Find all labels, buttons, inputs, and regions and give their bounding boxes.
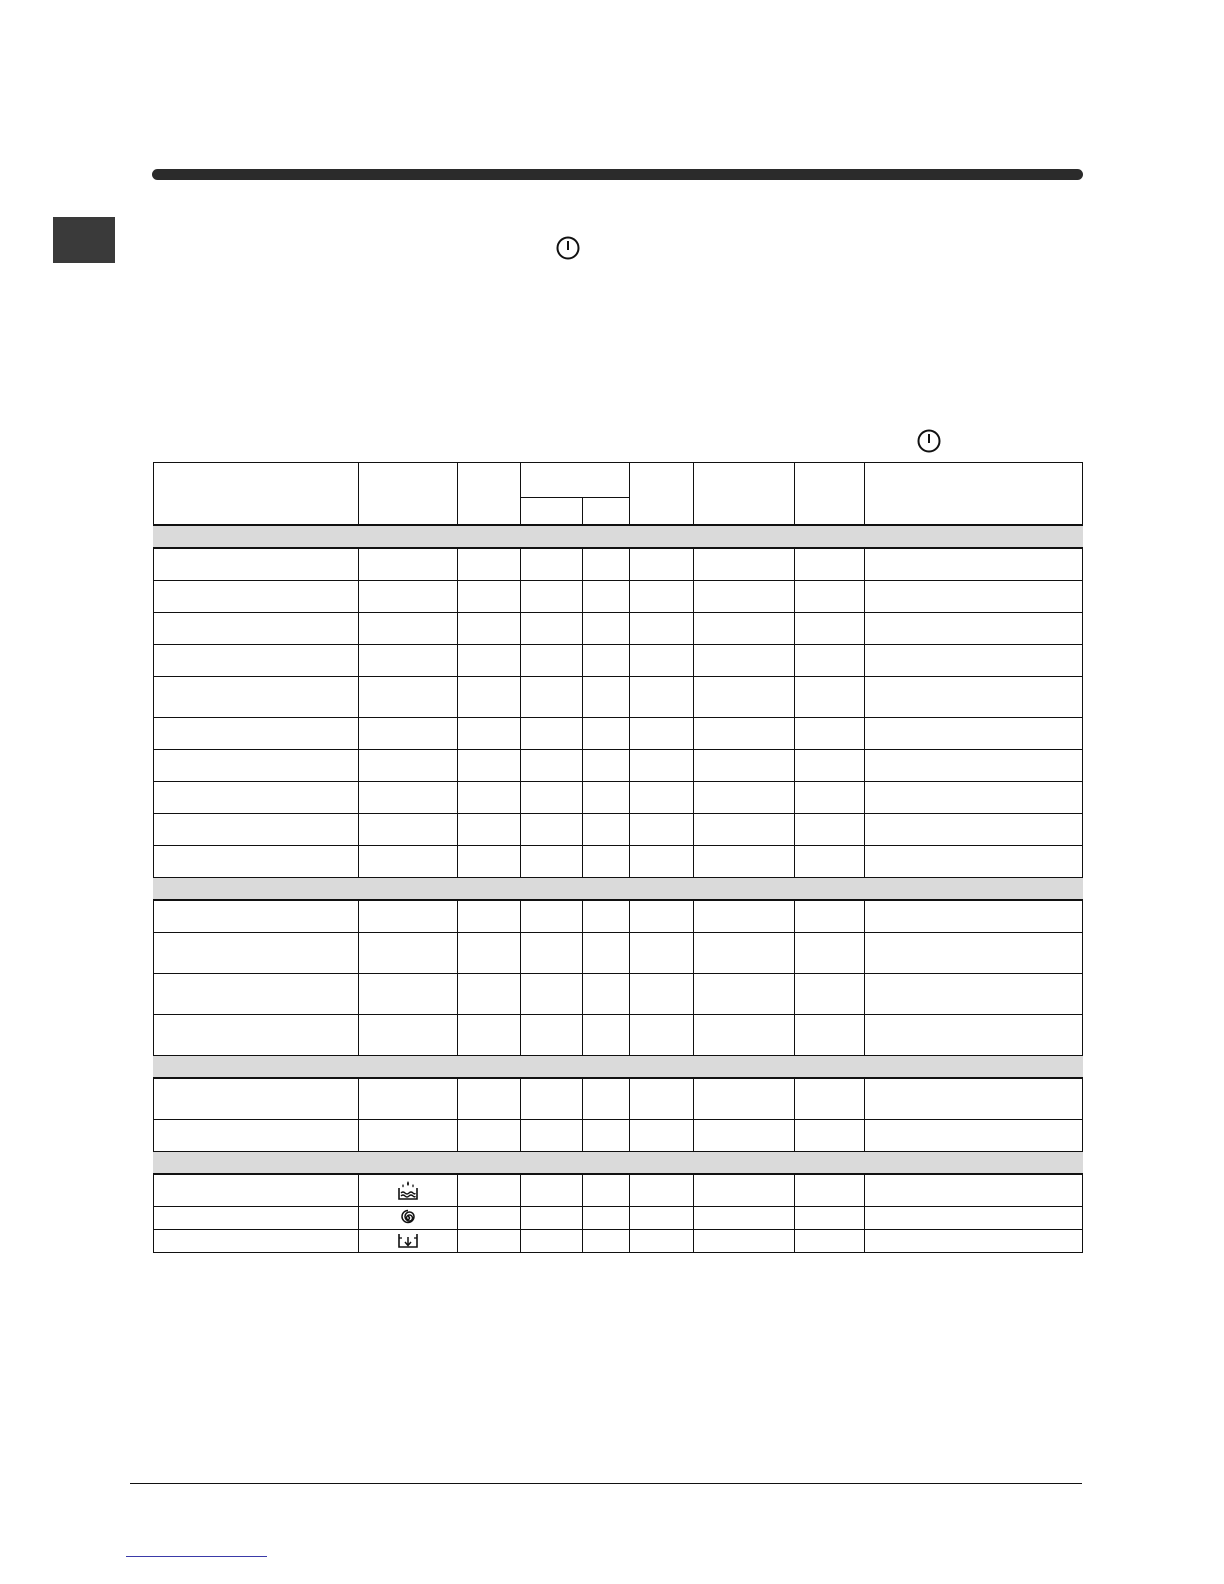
- rinse-icon: [359, 1174, 458, 1207]
- table-row: [154, 900, 1083, 933]
- table-header-row: [154, 463, 1083, 498]
- section-row: [154, 878, 1083, 901]
- table-row: [154, 548, 1083, 581]
- header-subcell: [521, 498, 583, 526]
- header-cell: [359, 463, 458, 526]
- section-row: [154, 525, 1083, 548]
- table-row: [154, 974, 1083, 1015]
- table-row: [154, 1174, 1083, 1207]
- section-row: [154, 1056, 1083, 1079]
- spin-icon: [359, 1207, 458, 1230]
- footer-rule: [130, 1483, 1082, 1484]
- header-cell: [630, 463, 694, 526]
- language-tab: [53, 217, 115, 263]
- table-row: [154, 933, 1083, 974]
- header-bar: [152, 169, 1083, 180]
- drain-icon: [359, 1230, 458, 1253]
- programme-table: [153, 462, 1083, 1253]
- footer-link-underline[interactable]: [126, 1556, 267, 1557]
- table-row: [154, 1120, 1083, 1152]
- header-cell: [694, 463, 795, 526]
- header-cell: [865, 463, 1083, 526]
- table-row: [154, 1230, 1083, 1253]
- table-row: [154, 677, 1083, 718]
- table-row: [154, 1207, 1083, 1230]
- table-row: [154, 750, 1083, 782]
- header-cell: [154, 463, 359, 526]
- table-row: [154, 581, 1083, 613]
- table-row: [154, 782, 1083, 814]
- header-cell: [458, 463, 521, 526]
- section-row: [154, 1152, 1083, 1175]
- header-group-cell: [521, 463, 630, 498]
- power-icon: [916, 428, 942, 454]
- header-subcell: [583, 498, 630, 526]
- table-row: [154, 645, 1083, 677]
- power-icon: [555, 235, 581, 261]
- table-row: [154, 1015, 1083, 1056]
- table-row: [154, 814, 1083, 846]
- table-row: [154, 846, 1083, 878]
- header-cell: [795, 463, 865, 526]
- table-row: [154, 1078, 1083, 1120]
- table-row: [154, 718, 1083, 750]
- table-row: [154, 613, 1083, 645]
